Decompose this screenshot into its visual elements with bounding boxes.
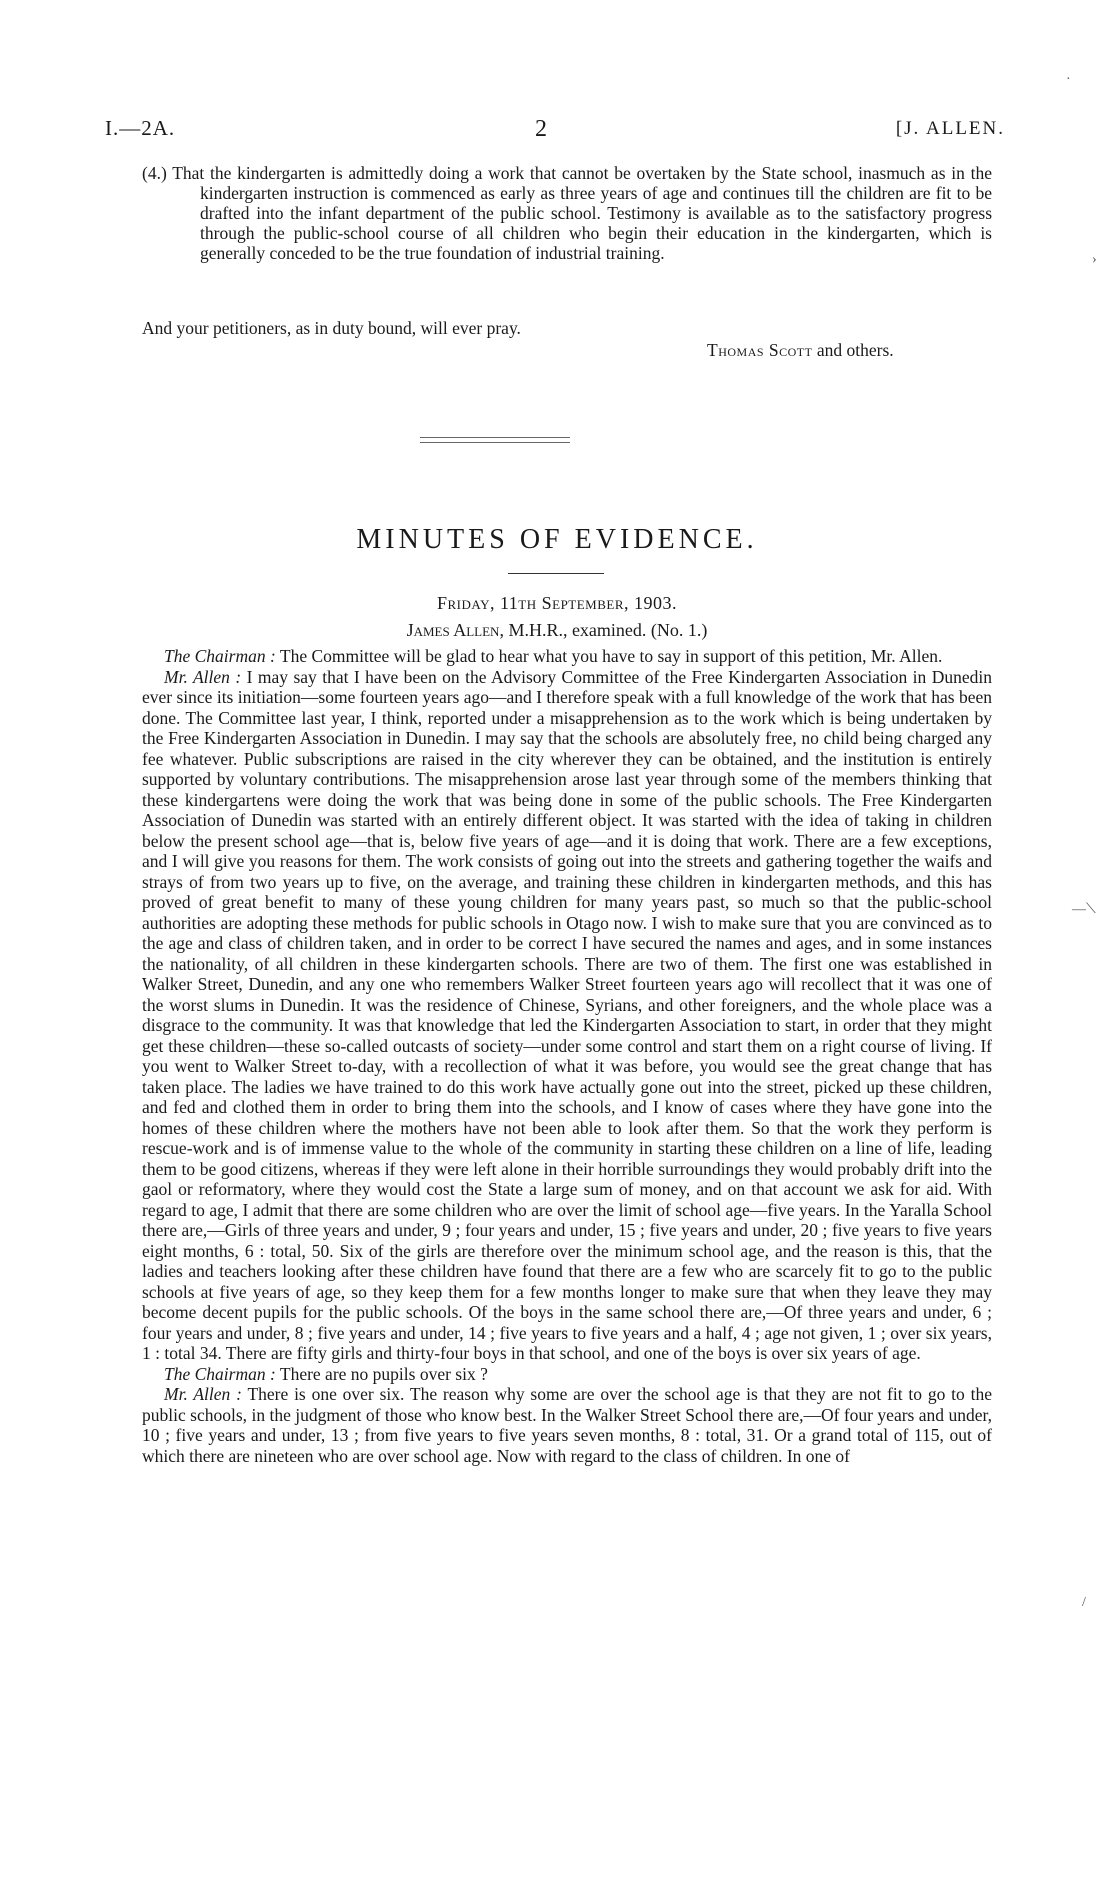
evidence-paragraph [142, 646, 992, 667]
petition-item-4: (4.) That the kindergarten is admittedly doing a work that cannot be overtaken by the State school, inasmuch as in the kindergarten instruction is commenced as early as three years of age and continues till the children are fit to be drafted into the infant department of the public school. Testimony is available as to the satisfactory progress through the public-school course of all children who begin their education in the kindergarten, which is generally conceded to be the true foundation of industrial training. [142, 163, 992, 263]
witness-details: , M.H.R., examined. (No. 1.) [499, 620, 708, 640]
evidence-text: There is one over six. The reason why some are over the school age is that they are not fit to go to the public schools, in the judgment of those who know best. In the Walker Street School there are,—Of four years and under, 10 ; five years and under, 13 ; from five years to five years seven months, 8 : total, 31. Or a grand total of 115, out of which there are nineteen who are over school age. Now with regard to the class of children. In one of [142, 1384, 992, 1466]
evidence-text: There are no pupils over six ? [279, 1363, 488, 1384]
petition-signature [707, 340, 894, 361]
witness-name: James Allen [406, 620, 500, 640]
margin-mark-arrow: › [1092, 252, 1097, 267]
margin-speck: · [1066, 72, 1071, 87]
signature-rest: and others. [816, 340, 894, 360]
evidence-paragraph [142, 1384, 992, 1466]
evidence-text: I may say that I have been on the Advisory Committee of the Free Kindergarten Association in Dunedin ever since its initiation—some fourteen years ago—and I therefore speak with a full knowledge of the work that has been done. The Committee last year, I think, reported under a misapprehension as to the work which is being undertaken by the Free Kindergarten Association in Dunedin. I may say that the schools are absolutely free, no child being charged any fee whatever. Public subscriptions are raised in the city wherever they can be obtained, and the institution is entirely supported by voluntary contributions. The misapprehension arose last year through some of the members thinking that these kindergartens were doing the work that was being done in some of the public schools. The Free Kindergarten Association of Dunedin was started with an entirely different object. It was started with the idea of taking in children below the present school age—that is, below five years of age—and it is doing that work. There are a few exceptions, and I will give you reasons for them. The work consists of going out into the streets and gathering together the waifs and strays of from two years up to five, on the average, and training these children in kindergarten methods, and this has proved of great benefit to many of these young children for many years past, so much so that the public-school authorities are adopting these methods for public schools in Otago now. I wish to make sure that you are convinced as to the age and class of children taken, and in order to be correct I have secured the names and ages, and in some instances the nationality, of all children in these kindergarten schools. There are two of them. The first one was established in Walker Street, Dunedin, and any one who remembers Walker Street fourteen years ago will recollect that it was one of the worst slums in Dunedin. It was the residence of Chinese, Syrians, and other foreigners, and the whole place was a disgrace to the community. It was that knowledge that led the Kindergarten Association to start, in order that they might get these children—these so-called outcasts of society—under some control and start them on a right course of living. If you went to Walker Street to-day, with a recollection of what it was before, you would see the great change that has taken place. The ladies we have trained to do this work have actually gone out into the street, picked up these children, and fed and clothed them in order to bring them into the schools, and I know of cases where they have gone into the homes of these children where the mothers have not been able to look after them. So that the work they perform is rescue-work and is of immense value to the whole of the community in starting these children on a line of life, leading them to be good citizens, whereas if they were left alone in their horrible surroundings they would probably drift into the gaol or reformatory, where they would cost the State a large sum of money, and on that account we ask for aid. With regard to age, I admit that there are some children who are over the limit of school age—five years. In the Yaralla School there are,—Girls of three years and under, 9 ; four years and under, 15 ; five years and under, 20 ; five years to five years eight months, 6 : total, 50. Six of the girls are therefore over the minimum school age, and the reason is this, that the ladies and teachers looking after these children have found that there are a few who are scarcely fit to go to the public schools at five years of age, so they keep them for a few months longer to make sure that when they leave they may become decent pupils for the public schools. Of the boys in the same school there are,—Of three years and under, 6 ; four years and under, 8 ; five years and under, 14 ; five years to five years and a half, 4 ; age not given, 1 ; over six years, 1 : total 34. There are fifty girls and thirty-four boys in that school, and one of the boys is over six years of age. [142, 666, 992, 1363]
petition-clause [142, 163, 992, 263]
petition-closing: And your petitioners, as in duty bound, will ever pray. [142, 318, 521, 338]
sitting-date [0, 593, 1114, 614]
signature-name: Thomas Scott [707, 340, 813, 360]
margin-mark-slash: / [1082, 1595, 1086, 1610]
speaker-label: Mr. Allen : [164, 666, 242, 687]
evidence-body [142, 646, 992, 1466]
evidence-paragraph [142, 1364, 992, 1385]
witness-line [0, 620, 1114, 641]
page-header [105, 116, 1005, 146]
section-divider [420, 437, 570, 443]
evidence-text: The Committee will be glad to hear what you have to say in support of this petition, Mr. Allen. [279, 646, 943, 666]
page-number: 2 [535, 116, 548, 142]
paper-reference: I.—2A. [105, 116, 176, 140]
speaker-label: The Chairman : [164, 1363, 276, 1384]
sitting-date-text: Friday, 11th September, 1903. [436, 593, 678, 613]
margin-mark-dash: —⟍ [1072, 902, 1096, 917]
evidence-paragraph [142, 667, 992, 1364]
witness-reference: [J. ALLEN. [895, 118, 1005, 139]
speaker-label: Mr. Allen : [164, 1384, 242, 1404]
speaker-label: The Chairman : [164, 646, 276, 666]
minutes-heading: MINUTES OF EVIDENCE. [356, 524, 758, 555]
heading-rule [508, 573, 604, 574]
